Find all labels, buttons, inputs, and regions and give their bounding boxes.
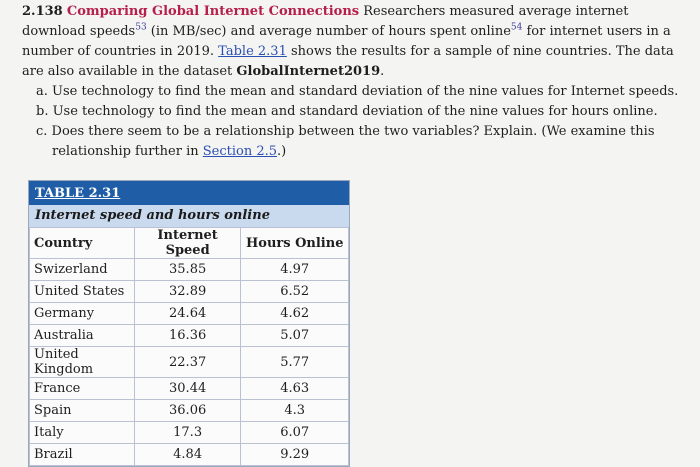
intro-text-2: (in MB/sec) and average number of hours spent online xyxy=(146,24,511,39)
cell-country: Brazil xyxy=(30,444,135,466)
table-subtitle: Internet speed and hours online xyxy=(29,205,349,227)
cell-internet-speed: 17.3 xyxy=(134,422,241,444)
problem-number: 2.138 xyxy=(22,4,63,19)
intro-text-1: Researchers measured average internet download speeds xyxy=(22,4,629,39)
intro-text-5: . xyxy=(380,64,385,79)
section-link[interactable]: Section 2.5 xyxy=(202,144,278,159)
footnote-ref-53[interactable]: 53 xyxy=(135,22,147,33)
cell-hours-online: 4.62 xyxy=(241,303,349,325)
cell-hours-online: 9.29 xyxy=(241,444,349,466)
table-row xyxy=(30,325,349,347)
table-label: TABLE 2.31 xyxy=(35,186,121,201)
cell-internet-speed: 32.89 xyxy=(134,281,241,303)
cell-hours-online: 4.63 xyxy=(241,378,349,400)
intro-text-3: for internet users in a number of countries in 2019. xyxy=(22,24,671,59)
table-row xyxy=(30,422,349,444)
table-row xyxy=(30,281,349,303)
part-c-end: .) xyxy=(277,144,287,159)
cell-country: France xyxy=(30,378,135,400)
cell-internet-speed: 4.84 xyxy=(134,444,241,466)
part-b: b. Use technology to find the mean and standard deviation of the nine values for hours online. xyxy=(36,104,658,119)
problem-title: Comparing Global Internet Connections xyxy=(66,4,360,19)
cell-internet-speed: 35.85 xyxy=(134,259,241,281)
cell-internet-speed: 16.36 xyxy=(134,325,241,347)
table-row xyxy=(30,347,349,378)
problem-parts xyxy=(22,82,694,162)
dataset-name: GlobalInternet2019 xyxy=(236,64,381,79)
cell-hours-online: 5.77 xyxy=(241,347,349,378)
table-link[interactable]: Table 2.31 xyxy=(218,44,287,59)
cell-hours-online: 4.97 xyxy=(241,259,349,281)
cell-hours-online: 4.3 xyxy=(241,400,349,422)
cell-internet-speed: 24.64 xyxy=(134,303,241,325)
table-row xyxy=(30,378,349,400)
table-row xyxy=(30,444,349,466)
table-grid xyxy=(29,227,349,466)
cell-country: Germany xyxy=(30,303,135,325)
header-country: Country xyxy=(30,228,135,259)
table-row xyxy=(30,259,349,281)
footnote-ref-54[interactable]: 54 xyxy=(510,22,523,33)
table-header-row xyxy=(30,228,349,259)
cell-country: Italy xyxy=(30,422,135,444)
intro-text-4: shows the results for a sample of nine countries. The data are also available in the dataset xyxy=(22,44,674,79)
header-hours-online: Hours Online xyxy=(241,228,349,259)
table-label-bar xyxy=(29,181,349,205)
part-c-text: c. Does there seem to be a relationship between the two variables? Explain. (We examine this relationship further in xyxy=(36,124,655,159)
cell-country: Spain xyxy=(30,400,135,422)
cell-country: Australia xyxy=(30,325,135,347)
table-row xyxy=(30,303,349,325)
table-row xyxy=(30,400,349,422)
cell-country: United States xyxy=(30,281,135,303)
cell-internet-speed: 30.44 xyxy=(134,378,241,400)
data-table xyxy=(28,180,350,467)
cell-internet-speed: 36.06 xyxy=(134,400,241,422)
cell-hours-online: 6.52 xyxy=(241,281,349,303)
cell-hours-online: 5.07 xyxy=(241,325,349,347)
problem-statement xyxy=(22,2,694,162)
problem-intro xyxy=(22,2,694,82)
cell-country: Swizerland xyxy=(30,259,135,281)
part-a: a. Use technology to find the mean and standard deviation of the nine values for Internet speeds. xyxy=(36,84,679,99)
header-internet-speed: Internet Speed xyxy=(134,228,241,259)
cell-internet-speed: 22.37 xyxy=(134,347,241,378)
part-c xyxy=(36,122,694,162)
cell-country: United Kingdom xyxy=(30,347,135,378)
cell-hours-online: 6.07 xyxy=(241,422,349,444)
